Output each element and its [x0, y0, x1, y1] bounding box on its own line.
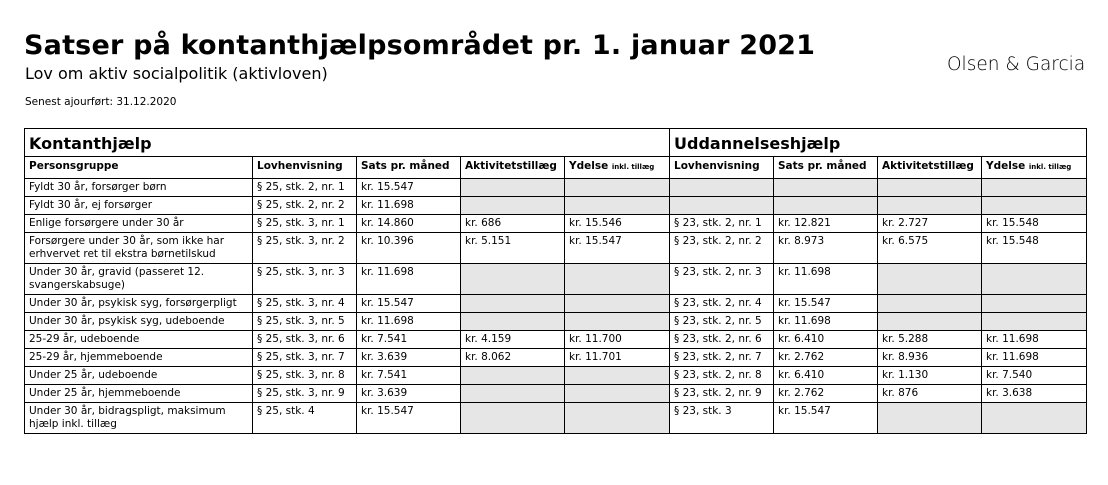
table-cell: § 25, stk. 4 [253, 403, 357, 434]
table-cell: kr. 11.698 [774, 264, 878, 295]
table-cell [982, 295, 1087, 313]
table-cell: kr. 12.821 [774, 215, 878, 233]
table-cell: § 25, stk. 3, nr. 1 [253, 215, 357, 233]
table-cell [878, 313, 982, 331]
table-cell [982, 197, 1087, 215]
table-cell: kr. 686 [461, 215, 565, 233]
table-cell: kr. 15.546 [565, 215, 670, 233]
table-cell [461, 313, 565, 331]
col-ydelse-left [565, 157, 670, 179]
table-row [25, 385, 1087, 403]
table-cell [565, 264, 670, 295]
col-ydelse-right-note: inkl. tillæg [1028, 163, 1072, 171]
table-cell [565, 367, 670, 385]
table-cell [878, 264, 982, 295]
table-cell-persongroup: Enlige forsørgere under 30 år [25, 215, 253, 233]
table-cell: kr. 11.698 [357, 197, 461, 215]
table-cell: § 23, stk. 2, nr. 6 [670, 331, 774, 349]
table-row [25, 179, 1087, 197]
table-cell: kr. 4.159 [461, 331, 565, 349]
table-cell [878, 295, 982, 313]
table-cell [565, 179, 670, 197]
table-cell: kr. 5.151 [461, 233, 565, 264]
table-cell [878, 179, 982, 197]
table-cell: kr. 3.638 [982, 385, 1087, 403]
table-cell [982, 313, 1087, 331]
table-cell: kr. 7.540 [982, 367, 1087, 385]
table-cell: kr. 15.547 [357, 403, 461, 434]
table-cell: § 25, stk. 3, nr. 2 [253, 233, 357, 264]
table-row [25, 313, 1087, 331]
table-cell-persongroup: Under 30 år, bidragspligt, maksimum hjælp inkl. tillæg [25, 403, 253, 434]
page-subtitle: Lov om aktiv socialpolitik (aktivloven) [25, 64, 328, 83]
table-cell: kr. 2.762 [774, 385, 878, 403]
column-header-row [25, 157, 1087, 179]
table-cell: § 23, stk. 3 [670, 403, 774, 434]
table-cell: kr. 6.575 [878, 233, 982, 264]
table-cell: kr. 876 [878, 385, 982, 403]
table-cell [878, 197, 982, 215]
table-cell [982, 403, 1087, 434]
table-cell: kr. 11.698 [357, 264, 461, 295]
table-cell [878, 403, 982, 434]
table-cell-persongroup: 25-29 år, udeboende [25, 331, 253, 349]
table-cell [461, 179, 565, 197]
table-cell [461, 385, 565, 403]
table-cell: kr. 7.541 [357, 331, 461, 349]
table-cell: kr. 6.410 [774, 367, 878, 385]
table-cell: kr. 8.973 [774, 233, 878, 264]
table-cell [982, 264, 1087, 295]
rates-table [24, 128, 1087, 434]
table-cell-persongroup: Under 30 år, psykisk syg, udeboende [25, 313, 253, 331]
table-row [25, 295, 1087, 313]
table-cell: § 25, stk. 3, nr. 9 [253, 385, 357, 403]
col-sats-left: Sats pr. måned [357, 157, 461, 179]
table-cell: § 23, stk. 2, nr. 3 [670, 264, 774, 295]
table-cell-persongroup: Under 25 år, hjemmeboende [25, 385, 253, 403]
table-row [25, 264, 1087, 295]
table-cell: kr. 8.062 [461, 349, 565, 367]
table-cell: kr. 11.698 [774, 313, 878, 331]
table-cell: § 23, stk. 2, nr. 8 [670, 367, 774, 385]
table-cell: kr. 5.288 [878, 331, 982, 349]
table-cell: kr. 11.698 [982, 349, 1087, 367]
table-cell [565, 313, 670, 331]
table-row [25, 367, 1087, 385]
last-updated: Senest ajourført: 31.12.2020 [25, 96, 177, 108]
table-cell [461, 403, 565, 434]
col-ydelse-right [982, 157, 1087, 179]
table-cell: kr. 1.130 [878, 367, 982, 385]
table-cell [461, 197, 565, 215]
table-cell: § 23, stk. 2, nr. 2 [670, 233, 774, 264]
table-row [25, 197, 1087, 215]
section-header-row [25, 129, 1087, 157]
table-row [25, 233, 1087, 264]
table-cell [565, 385, 670, 403]
table-cell: § 25, stk. 3, nr. 7 [253, 349, 357, 367]
table-cell: kr. 15.548 [982, 215, 1087, 233]
col-persongroup: Personsgruppe [25, 157, 253, 179]
table-row [25, 215, 1087, 233]
table-cell-persongroup: Under 30 år, psykisk syg, forsørgerpligt [25, 295, 253, 313]
table-cell: kr. 8.936 [878, 349, 982, 367]
table-cell [774, 179, 878, 197]
col-aktivitet-right: Aktivitetstillæg [878, 157, 982, 179]
table-cell: kr. 14.860 [357, 215, 461, 233]
table-cell: § 23, stk. 2, nr. 1 [670, 215, 774, 233]
table-row [25, 349, 1087, 367]
table-cell: kr. 3.639 [357, 385, 461, 403]
table-cell: kr. 7.541 [357, 367, 461, 385]
table-cell: kr. 6.410 [774, 331, 878, 349]
table-cell [774, 197, 878, 215]
table-cell: § 25, stk. 2, nr. 1 [253, 179, 357, 197]
table-row [25, 331, 1087, 349]
col-ydelse-left-label: Ydelse [569, 160, 609, 172]
col-lovhenvisning-right: Lovhenvisning [670, 157, 774, 179]
table-cell [565, 403, 670, 434]
table-cell [461, 367, 565, 385]
table-cell: kr. 10.396 [357, 233, 461, 264]
col-aktivitet-left: Aktivitetstillæg [461, 157, 565, 179]
table-cell-persongroup: Forsørgere under 30 år, som ikke har erhvervet ret til ekstra børnetilskud [25, 233, 253, 264]
table-cell: § 25, stk. 3, nr. 4 [253, 295, 357, 313]
col-lovhenvisning-left: Lovhenvisning [253, 157, 357, 179]
col-ydelse-right-label: Ydelse [986, 160, 1026, 172]
table-cell: § 23, stk. 2, nr. 5 [670, 313, 774, 331]
table-cell: § 25, stk. 3, nr. 8 [253, 367, 357, 385]
table-cell-persongroup: Under 30 år, gravid (passeret 12. svangerskabsuge) [25, 264, 253, 295]
table-cell: kr. 15.547 [774, 403, 878, 434]
table-cell: § 23, stk. 2, nr. 4 [670, 295, 774, 313]
table-cell: § 25, stk. 2, nr. 2 [253, 197, 357, 215]
table-cell: kr. 15.547 [565, 233, 670, 264]
section-kontanthjaelp: Kontanthjælp [25, 129, 670, 157]
table-cell [461, 264, 565, 295]
table-cell: kr. 2.727 [878, 215, 982, 233]
table-cell [565, 295, 670, 313]
table-cell: kr. 11.700 [565, 331, 670, 349]
table-cell: kr. 11.701 [565, 349, 670, 367]
table-cell: kr. 15.548 [982, 233, 1087, 264]
table-cell: kr. 15.547 [774, 295, 878, 313]
table-cell [565, 197, 670, 215]
table-cell: kr. 11.698 [982, 331, 1087, 349]
table-cell: kr. 3.639 [357, 349, 461, 367]
table-cell: § 23, stk. 2, nr. 9 [670, 385, 774, 403]
section-uddannelseshjaelp: Uddannelseshjælp [670, 129, 1087, 157]
table-cell [670, 197, 774, 215]
table-cell: kr. 11.698 [357, 313, 461, 331]
table-cell: § 25, stk. 3, nr. 5 [253, 313, 357, 331]
table-cell [982, 179, 1087, 197]
table-cell-persongroup: Fyldt 30 år, ej forsørger [25, 197, 253, 215]
table-cell [670, 179, 774, 197]
page-title: Satser på kontanthjælpsområdet pr. 1. januar 2021 [24, 30, 816, 61]
table-cell-persongroup: Fyldt 30 år, forsørger børn [25, 179, 253, 197]
table-cell: kr. 15.547 [357, 179, 461, 197]
col-ydelse-left-note: inkl. tillæg [611, 163, 655, 171]
table-cell: kr. 2.762 [774, 349, 878, 367]
table-cell: § 25, stk. 3, nr. 3 [253, 264, 357, 295]
table-cell: § 23, stk. 2, nr. 7 [670, 349, 774, 367]
table-row [25, 403, 1087, 434]
col-sats-right: Sats pr. måned [774, 157, 878, 179]
table-cell [461, 295, 565, 313]
table-cell: kr. 15.547 [357, 295, 461, 313]
table-cell: § 25, stk. 3, nr. 6 [253, 331, 357, 349]
table-cell-persongroup: Under 25 år, udeboende [25, 367, 253, 385]
table-cell-persongroup: 25-29 år, hjemmeboende [25, 349, 253, 367]
company-logo: Olsen & Garcia [947, 54, 1086, 75]
